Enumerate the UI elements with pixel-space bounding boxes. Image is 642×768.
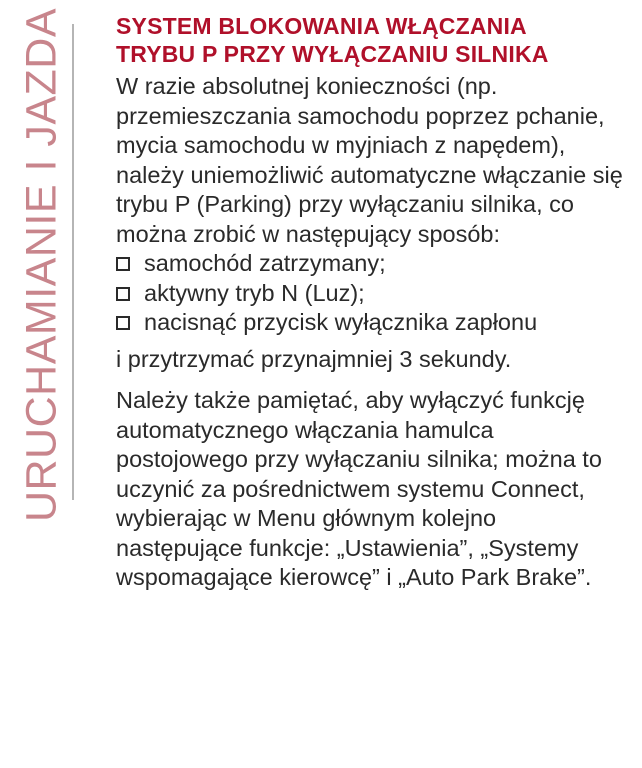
checkbox-bullet-icon	[116, 287, 130, 301]
list-item	[116, 279, 628, 309]
list-item	[116, 249, 628, 279]
side-divider	[72, 24, 74, 500]
chapter-label: URUCHAMIANIE I JAZDA	[17, 7, 66, 523]
section-heading	[116, 12, 628, 68]
step-continuation: i przytrzymać przynajmniej 3 sekundy.	[116, 345, 512, 372]
checkbox-bullet-icon	[116, 316, 130, 330]
step-text: nacisnąć przycisk wyłącznika zapłonu	[144, 309, 538, 335]
steps-list	[116, 249, 628, 374]
step-text: samochód zatrzymany;	[144, 250, 386, 276]
heading-line-1: SYSTEM BLOKOWANIA WŁĄCZANIA	[116, 13, 527, 39]
side-tab	[12, 7, 72, 523]
section-content	[116, 12, 628, 593]
intro-paragraph: W razie absolutnej konieczności (np. przemieszczania samochodu poprzez pchanie, mycia samochodu w myjniach z napędem), należy uniemożliwić automatyczne włączanie się trybu P (Parking) przy wyłączaniu silnika, co można zrobić w następujący sposób:	[116, 73, 623, 247]
list-item	[116, 308, 628, 374]
note-paragraph: Należy także pamiętać, aby wyłączyć funkcję automatycznego włączania hamulca postojowego przy wyłączaniu silnika; można to uczynić za pośrednictwem systemu Connect, wybierając w Menu głównym kolejno następujące funkcje: „Ustawienia”, „Systemy wspomagające kierowcę” i „Auto Park Brake”.	[116, 387, 602, 590]
step-text: aktywny tryb N (Luz);	[144, 279, 365, 306]
checkbox-bullet-icon	[116, 257, 130, 271]
heading-line-2: TRYBU P PRZY WYŁĄCZANIU SILNIKA	[116, 41, 549, 67]
